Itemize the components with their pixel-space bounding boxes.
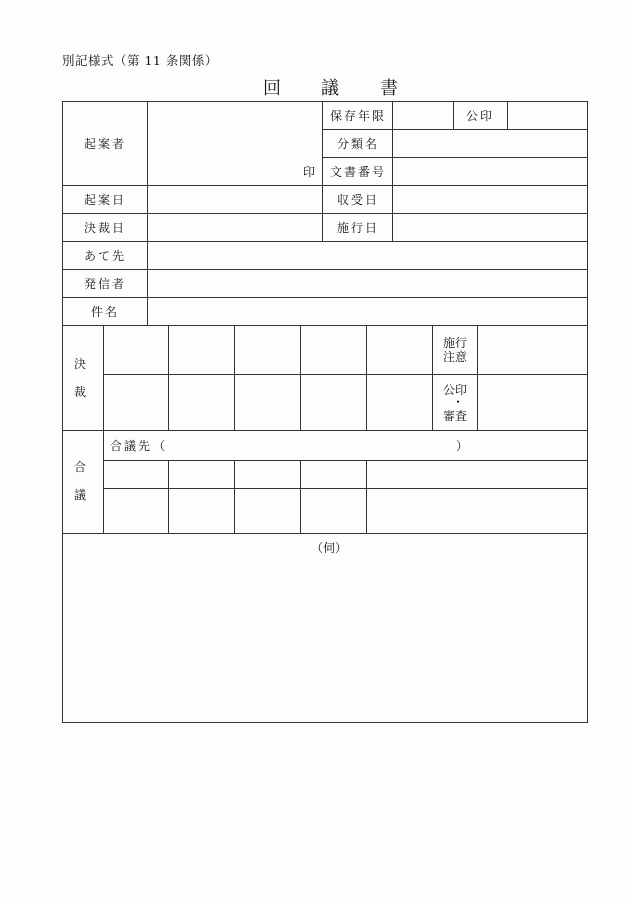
rule xyxy=(62,430,588,431)
inquiry-heading: （伺） xyxy=(311,541,348,555)
rule xyxy=(366,325,367,430)
rule xyxy=(587,101,588,723)
public-seal-review-label-3: 審査 xyxy=(443,409,468,423)
consultation-to-paren-close: ） xyxy=(456,439,469,453)
decision-seal-cell[interactable] xyxy=(369,328,430,372)
rule xyxy=(62,297,588,298)
public-seal-review-label-1: 公印 xyxy=(443,383,468,397)
rule xyxy=(453,101,454,129)
decision-label-top: 決 xyxy=(74,357,87,371)
rule xyxy=(366,460,367,533)
rule xyxy=(322,101,323,241)
rule xyxy=(103,460,588,461)
subject-input[interactable] xyxy=(150,300,585,323)
consultation-seal-cell[interactable] xyxy=(105,491,166,531)
decision-date-input[interactable] xyxy=(150,216,320,239)
enforcement-date-label: 施行日 xyxy=(337,221,380,235)
rule xyxy=(103,488,588,489)
rule xyxy=(432,325,433,430)
consultation-seal-cell[interactable] xyxy=(171,463,232,486)
rule xyxy=(62,213,588,214)
enforcement-note-input[interactable] xyxy=(480,328,585,372)
addressee-label: あて先 xyxy=(84,249,127,263)
subject-label: 件名 xyxy=(91,305,120,319)
consultation-seal-cell[interactable] xyxy=(369,491,585,531)
rule xyxy=(392,101,393,241)
drafter-label: 起案者 xyxy=(84,137,127,151)
decision-seal-cell[interactable] xyxy=(369,377,430,427)
decision-seal-cell[interactable] xyxy=(105,328,166,372)
decision-seal-cell[interactable] xyxy=(303,377,364,427)
addressee-input[interactable] xyxy=(150,244,585,267)
decision-seal-cell[interactable] xyxy=(105,377,166,427)
title-char-2: 議 xyxy=(321,78,339,99)
rule xyxy=(168,460,169,533)
decision-seal-cell[interactable] xyxy=(237,377,298,427)
rule xyxy=(62,241,588,242)
classification-input[interactable] xyxy=(395,132,585,155)
rule xyxy=(62,325,588,326)
rule xyxy=(322,157,588,158)
title-char-3: 書 xyxy=(380,78,398,99)
title-char-1: 回 xyxy=(263,78,281,99)
rule xyxy=(62,722,588,723)
document-number-input[interactable] xyxy=(395,160,585,183)
rule xyxy=(62,101,63,723)
sender-input[interactable] xyxy=(150,272,585,295)
enforcement-note-label-1: 施行 xyxy=(443,336,468,350)
public-seal-input[interactable] xyxy=(510,104,585,127)
decision-seal-cell[interactable] xyxy=(171,328,232,372)
decision-seal-cell[interactable] xyxy=(171,377,232,427)
consultation-seal-cell[interactable] xyxy=(105,463,166,486)
public-seal-review-label-2: ・ xyxy=(452,395,465,409)
rule xyxy=(62,101,588,102)
rule xyxy=(507,101,508,129)
consultation-seal-cell[interactable] xyxy=(369,463,585,486)
drafter-input[interactable] xyxy=(150,104,300,182)
consultation-label-top: 合 xyxy=(74,460,87,474)
receipt-date-input[interactable] xyxy=(395,188,585,211)
retention-period-label: 保存年限 xyxy=(330,109,387,123)
draft-date-label: 起案日 xyxy=(84,193,127,207)
consultation-seal-cell[interactable] xyxy=(303,491,364,531)
rule xyxy=(234,460,235,533)
consultation-to-label: 合議先 xyxy=(110,439,153,453)
sender-label: 発信者 xyxy=(84,277,127,291)
rule xyxy=(300,460,301,533)
consultation-seal-cell[interactable] xyxy=(303,463,364,486)
public-seal-review-input[interactable] xyxy=(480,377,585,427)
document-number-label: 文書番号 xyxy=(330,165,387,179)
rule xyxy=(234,325,235,430)
rule xyxy=(300,325,301,430)
rule xyxy=(322,129,588,130)
consultation-seal-cell[interactable] xyxy=(237,491,298,531)
public-seal-label: 公印 xyxy=(466,109,495,123)
decision-date-label: 決裁日 xyxy=(84,221,127,235)
rule xyxy=(62,269,588,270)
decision-label-bottom: 裁 xyxy=(74,385,87,399)
inquiry-body[interactable] xyxy=(65,560,585,720)
seal-mark: 印 xyxy=(303,165,316,179)
draft-date-input[interactable] xyxy=(150,188,320,211)
decision-seal-cell[interactable] xyxy=(237,328,298,372)
enforcement-note-label-2: 注意 xyxy=(443,350,468,364)
form-heading: 別記様式（第 11 条関係） xyxy=(62,53,218,68)
rule xyxy=(62,185,588,186)
consultation-seal-cell[interactable] xyxy=(171,491,232,531)
rule xyxy=(103,374,588,375)
retention-period-input[interactable] xyxy=(395,104,451,127)
enforcement-date-input[interactable] xyxy=(395,216,585,239)
decision-seal-cell[interactable] xyxy=(303,328,364,372)
consultation-label-bottom: 議 xyxy=(74,488,87,502)
rule xyxy=(103,325,104,533)
classification-label: 分類名 xyxy=(337,137,380,151)
consultation-to-paren-open: （ xyxy=(153,439,166,453)
rule xyxy=(147,101,148,325)
rule xyxy=(477,325,478,430)
consultation-to-input[interactable] xyxy=(170,434,455,457)
rule xyxy=(168,325,169,430)
consultation-seal-cell[interactable] xyxy=(237,463,298,486)
rule xyxy=(62,533,588,534)
receipt-date-label: 収受日 xyxy=(337,193,380,207)
